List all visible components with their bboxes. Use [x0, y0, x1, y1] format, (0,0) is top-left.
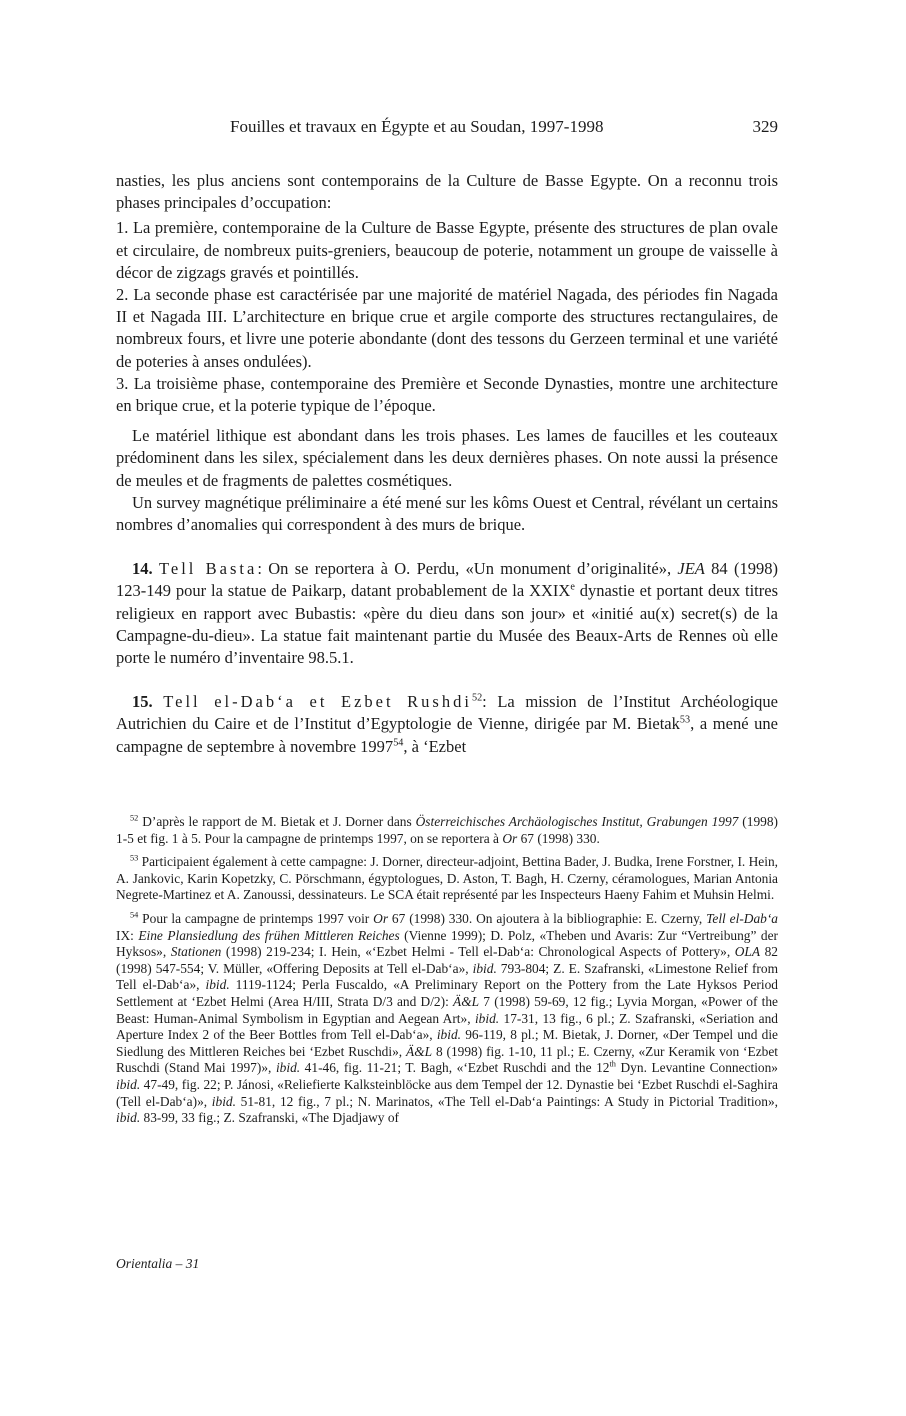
intro-paragraph: nasties, les plus anciens sont contemporains de la Culture de Basse Egypte. On a reconnu trois phases principales d’occupation: [116, 171, 778, 213]
section-14-paragraph: 14. Tell Basta: On se reportera à O. Perdu, «Un monument d’originalité», JEA 84 (1998) 123-149 pour la statue de Paikarp, datant probablement de la XXIXe dynastie et portant deux titres religieux en rapport avec Bubastis: «père du dieu dans son jour» et «initié au(x) secret(s) de la Campagne-du-dieu». La statue fait maintenant partie du Musée des Beaux-Arts de Rennes où elle porte le numéro d’inventaire 98.5.1. [116, 559, 778, 668]
section-15-title: Tell el-Dab‘a et Ezbet Rushdi [163, 692, 472, 712]
phase-2-paragraph: 2. La seconde phase est caractérisée par une majorité de matériel Nagada, des périodes fin Nagada II et Nagada III. L’architecture en brique crue et argile comporte des structures rectangulaires, de nombreux fours, et livre une poterie abondante (dont des tessons du Gerzeen terminal et une variété de poteries à anses ondulées). [116, 285, 778, 371]
phase-1-paragraph: 1. La première, contemporaine de la Culture de Basse Egypte, présente des structures de plan ovale et circulaire, de nombreux puits-greniers, beaucoup de poterie, notamment un groupe de vaisselle à décor de zigzags gravés et pointillés. [116, 218, 778, 282]
section-15-paragraph: 15. Tell el-Dab‘a et Ezbet Rushdi$^{52}$: La mission de l’Institut Archéologique Autrichien du Caire et de l’Institut d’Egyptologie de Vienne, dirigée par M. Bietak$^{53}$, a mené une campagne de septembre à novembre 1997$^{54}$, à ‘Ezbet [116, 692, 779, 756]
section-14-number: 14. [132, 559, 153, 579]
lithic-paragraph: Le matériel lithique est abondant dans les trois phases. Les lames de faucilles et les couteaux prédominent dans les silex, spécialement dans les deux dernières phases. On note aussi la présence de meules et de fragments de palettes cosmétiques. [116, 426, 778, 490]
section-14-title: Tell Basta [158, 559, 258, 579]
section-15-number: 15. [132, 692, 153, 712]
running-title: Fouilles et travaux en Égypte et au Soudan, 1997-1998 [230, 117, 604, 136]
footnote-52: $^{52}$ D’après le rapport de M. Bietak et J. Dorner dans Österreichisches Archäologisches Institut, Grabungen 1997 (1998) 1-5 et fig. 1 à 5. Pour la campagne de printemps 1997, on se reportera à Or 67 (1998) 330. [116, 813, 778, 846]
footnotes [116, 814, 778, 1127]
phase-3-paragraph: 3. La troisième phase, contemporaine des Première et Seconde Dynasties, montre une architecture en brique crue, et la poterie typique de l’époque. [116, 373, 778, 416]
page-number: 329 [752, 117, 778, 136]
survey-paragraph: Un survey magnétique préliminaire a été mené sur les kôms Ouest et Central, révélant un certains nombres d’anomalies qui correspondent à des murs de brique. [116, 492, 778, 535]
footnote-ref-54: 54 [393, 737, 404, 749]
footnote-ref-53: 53 [679, 714, 691, 726]
journal-ref: JEA [677, 559, 705, 579]
journal-signature: Orientalia – 31 [116, 1256, 200, 1271]
footnote-ref-52: 52 [471, 692, 483, 704]
page-header [116, 117, 778, 139]
footnote-54: $^{54}$ Pour la campagne de printemps 1997 voir Or 67 (1998) 330. On ajoutera à la bibliographie: E. Czerny, Tell el-Dab‘a IX: Eine Plansiedlung des frühen Mittleren Reiches (Vienne 1999); D. Polz, «Theben und Avaris: Zur “Vertreibung” der Hyksos», Stationen (1998) 219-234; I. Hein, «‘Ezbet Helmi - Tell el-Dab‘a: Chronological Aspects of Pottery», OLA 82 (1998) 547-554; V. Müller, «Offering Deposits at Tell el-Dab‘a», ibid. 793-804; Z. E. Szafranski, «Limestone Relief from Tell el-Dab‘a», ibid. 1119-1124; Perla Fuscaldo, «A Preliminary Report on the Pottery from the Late Hyksos Period Settlement at ‘Ezbet Helmi (Area H/III, Strata D/3 and D/2): Ä&L 7 (1998) 59-69, 12 fig.; Lyvia Morgan, «Power of the Beast: Human-Animal Symbolism in Egyptian and Aegean Art», ibid. 17-31, 13 fig., 6 pl.; Z. Szafranski, «Seriation and Aperture Index 2 of the Beer Bottles from Tell el-Dab‘a», ibid. 96-119, 8 pl.; M. Bietak, J. Dorner, «Der Tempel und die Siedlung des Mittleren Reiches bei ‘Ezbet Ruschdi», Ä&L 8 (1998) fig. 1-10, 11 pl.; E. Czerny, «Zur Keramik von ‘Ezbet Ruschdi (Stand Mai 1997)», ibid. 41-46, fig. 11-21; T. Bagh, «‘Ezbet Ruschdi and the 12th Dyn. Levantine Connection» ibid. 47-49, fig. 22; P. Jánosi, «Reliefierte Kalksteinblöcke aus dem Tempel der 12. Dynastie bei ‘Ezbet Ruschdi el-Saghira (Tell el-Dab‘a)», ibid. 51-81, 12 fig., 7 pl.; N. Marinatos, «The Tell el-Dab‘a Paintings: A Study in Pictorial Tradition», ibid. 83-99, 33 fig.; Z. Szafranski, «The Djadjawy of [116, 910, 779, 1126]
footnote-53: $^{53}$ Participaient également à cette campagne: J. Dorner, directeur-adjoint, Bettina Bader, J. Budka, Irene Forstner, I. Hein, A. Jankovic, Karin Kopetzky, C. Pörschmann, égyptologues, D. Aston, T. Bagh, H. Czerny, céramologues, Marian Antonia Negrete-Martinez et A. Zanoussi, dessinateurs. Le SCA était représenté par les Inspecteurs Haeny Fahim et Muhsin Helmi. [116, 853, 778, 903]
body-text [116, 170, 778, 758]
